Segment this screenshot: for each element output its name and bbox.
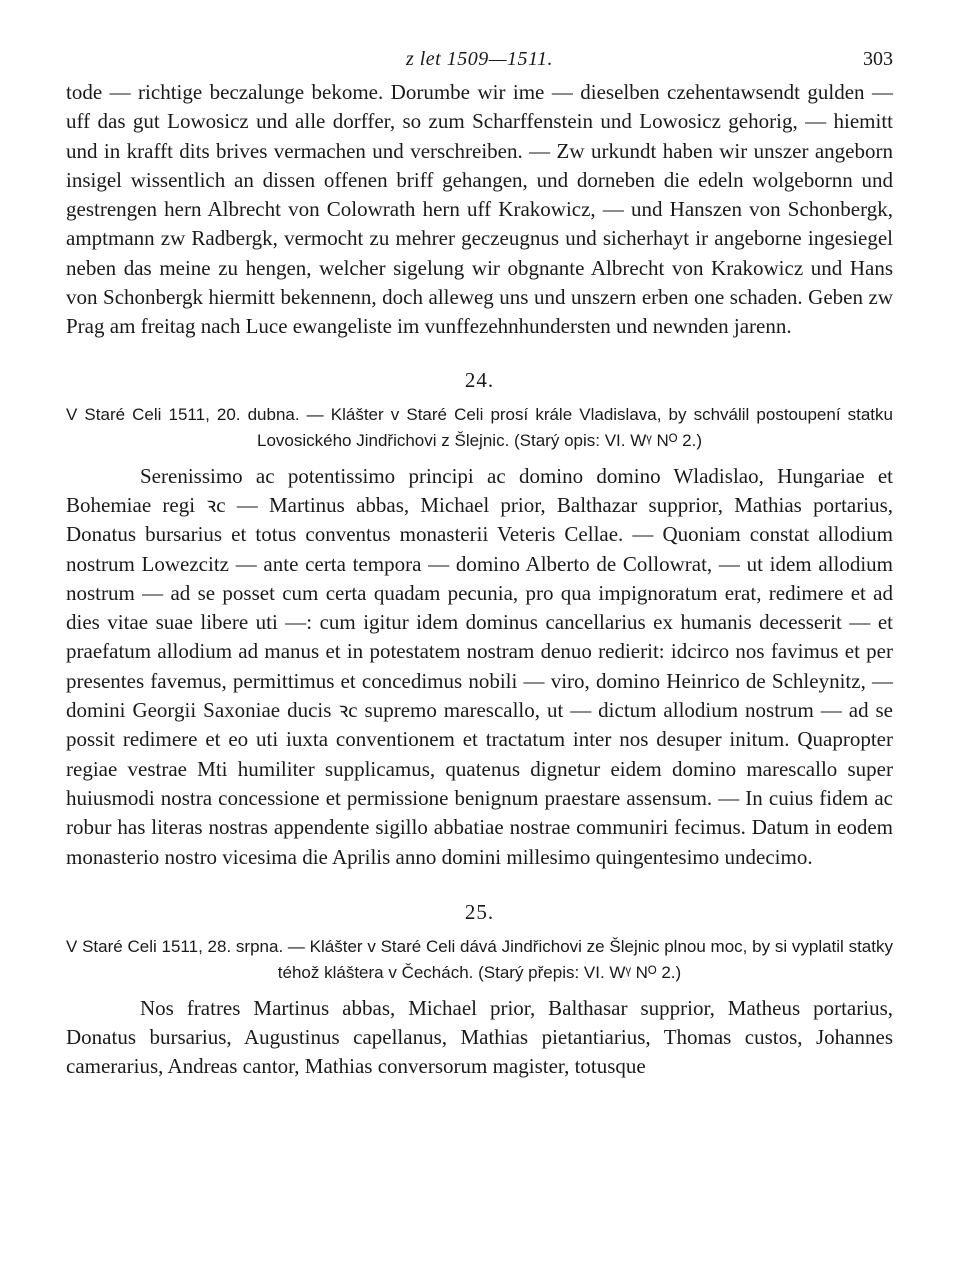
document-text: Serenissimo ac potentissimo principi ac domino domino Wladislao, Hungariae et Bohemiae regi ꝛc — Martinus abbas, Michael prior, Balthazar supprior, Mathias portarius, Donatus bursarius et totus conventus monasterii Veteris Cellae. — Quoniam constat allodium nostrum Lowezcitz — ante certa tempora — domino Alberto de Collowrat, — ut idem allodium nostrum — ad se posset cum certa quadam pecunia, pro qua impignoratum erat, redimere et ad dies vitae suae libere uti —: cum igitur idem dominus cancellarius ex humanis decesserit — et praefatum allodium ad manus et in potestatem nostram denuo redierit: idcirco nos favimus et per presentes favemus, permittimus et concedimus nobili — viro, domino Heinrico de Schleynitz, — domini Georgii Saxoniae ducis ꝛc supremo marescallo, ut — dictum allodium nostrum — ad se possit redimere et eo uti iuxta conventionem et tractatum inter nos desuper initum. Quapropter regiae vestrae Mti humiliter supplicamus, quatenus dignetur eidem domino marescallo super huiusmodi nostra concessione et permissione benignum praestare assensum. — In cuius fidem ac robur has literas nostras appendente sigillo abbatiae nostrae communiri fecimus. Datum in eodem monasterio nostro vicesima die Aprilis anno domini millesimo quingentesimo undecimo.: [66, 463, 893, 869]
running-header: [66, 48, 893, 78]
document-regest: V Staré Celi 1511, 20. dubna. — Klášter v Staré Celi prosí krále Vladislava, by schválil postoupení statku Lovosického Jindřichovi z Šlejnic. (Starý opis: VI. Wᵞ Nᴼ 2.): [66, 404, 893, 450]
page-number: 303: [863, 48, 893, 70]
document-number: 25.: [464, 899, 495, 924]
continuation-paragraph: tode — richtige beczalunge bekome. Dorumbe wir ime — dieselben czehentawsendt gulden — uff das gut Lowosicz und alle dorffer, so zum Scharffenstein und Lowosicz gehorig, — hiemitt und in krafft dits brives vermachen und verschreiben. — Zw urkundt haben wir unszer angeborn insigel wissentlich an dissen offenen briff gehangen, und dorneben die edeln wolgebornn und gestrengen hern Albrecht von Colowrath hern uff Krakowicz, — und Hanszen von Schonbergk, amptmann zw Radbergk, vermocht zu mehrer geczeugnus und sicherhayt ir angeborne ingesiegel neben das meine zu hengen, welcher sigelung wir obgnante Albrecht von Krakowicz und Hans von Schonbergk hiermitt bekennenn, doch alleweg uns und unszern erben one schaden. Geben zw Prag am freitag nach Luce ewangeliste im vunffezehnhundersten und newnden jarenn.: [66, 80, 893, 339]
running-title: z let 1509—1511.: [405, 48, 554, 70]
document-number: 24.: [464, 367, 495, 392]
document-page: [66, 48, 893, 1082]
document-text: Nos fratres Martinus abbas, Michael prior, Balthasar supprior, Matheus portarius, Donatus bursarius, Augustinus capellanus, Mathias pietantiarius, Thomas custos, Johannes camerarius, Andreas cantor, Mathias conversorum magister, totusque: [66, 995, 893, 1079]
document-regest: V Staré Celi 1511, 28. srpna. — Klášter v Staré Celi dává Jindřichovi ze Šlejnic plnou moc, by si vyplatil statky téhož kláštera v Čechách. (Starý přepis: VI. Wᵞ Nᴼ 2.): [66, 936, 893, 982]
